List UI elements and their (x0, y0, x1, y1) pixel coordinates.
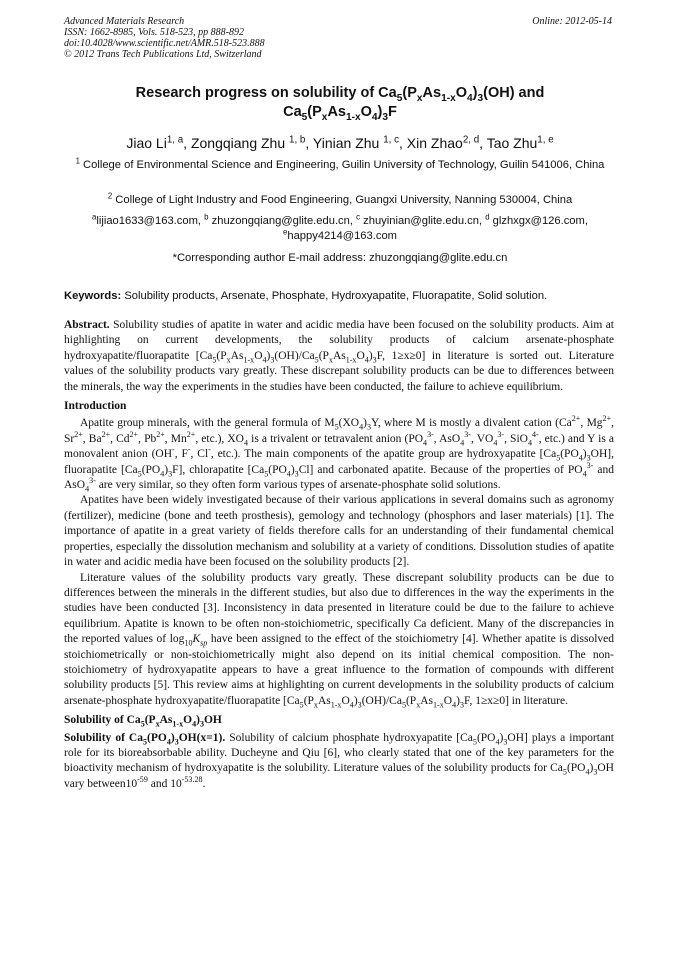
copyright-line: © 2012 Trans Tech Publications Ltd, Switzerland (64, 49, 262, 60)
keywords-text: Solubility products, Arsenate, Phosphate, Hydroxyapatite, Fluorapatite, Solid solution. (124, 290, 548, 302)
corresponding-author: *Corresponding author E-mail address: zhuzongqiang@glite.edu.cn (172, 252, 508, 264)
intro-paragraph-1: Apatite group minerals, with the general formula of $M_5(XO_4)_3Y$, where M is mostly a divalent cation ($Ca^{2+}$, $Mg^{2+}$, $Sr^{2+}$, $Ba^{2+}$, $Cd^{2+}$, $Pb^{2+}$, $Mn^{2+}$, etc.), $XO_4$ is a trivalent or tetravalent anion ($PO_4^{3-}$, AsO$_4^{3-}$, $VO_4^{3-}$, SiO$_4^{4-}$, etc.) and Y is a monovalent anion (OH-, F-, Cl-, etc.). The main components of the apatite group are hydroxyapatite $[Ca_5(PO_4)_3OH]$, fluorapatite $[Ca_5(PO_4)_3F]$, chlorapatite $[Ca_5(PO_4)_3Cl]$ and carbonated apatite. Because of the properties of $PO_4^{3-}$ and AsO$_4^{3-}$ are very similar, so they often form various types of arsenate-phosphate solid solutions. (64, 414, 615, 494)
affiliation-2: $^2$ College of Light Industry and Food Engineering, Guangxi University, Nanning 530004, China (107, 191, 573, 206)
subsection-label: Solubility of $Ca_5(PO_4)_3OH(x=1)$. (64, 731, 226, 746)
online-date: Online: 2012-05-14 (532, 16, 612, 27)
author-list: Jiao Li$^{1, a}$, Zongqiang Zhu $^{1, b}$, Yinian Zhu $^{1, c}$, Xin Zhao$^{2, d}$, Tao Zhu$^{1, e}$ (126, 134, 554, 151)
keywords-label: Keywords: (64, 290, 122, 302)
intro-paragraph-2: Apatites have been widely investigated because of their various applications in several domains such as agronomy (fertilizer), medicine (bone and teeth prosthesis), gemology and technology (phosphors and laser materials) [1]. The importance of apatite in a great variety of fields therefore calls for an understanding of their fundamental chemical properties, especially the dissolution mechanism and solubility at a variety of conditions. Dissolution studies of apatite in water and acidic media have been focused on the solubility products [2]. (64, 494, 614, 569)
section-heading-solubility: Solubility of $Ca_5(P_xAs_{1-x}O_4)_3OH$ (64, 714, 222, 729)
title-line-2: $Ca_5(P_xAs_{1-x}O_4)_3F$ (283, 104, 397, 123)
issn-line: ISSN: 1662-8985, Vols. 518-523, pp 888-892 (64, 27, 244, 38)
paper-body (64, 318, 614, 792)
section-heading-introduction: Introduction (64, 400, 127, 413)
journal-header (64, 16, 265, 60)
intro-paragraph-3: Literature values of the solubility products vary greatly. These discrepant solubility products can be due to differences between the minerals in the different studies, but also due to differences in the way the experiments in the studies have been conducted [3]. Inconsistency in data presented in literature could be due to the failure to achieve equilibrium. Apatite is known to be often non-stoichiometric, specifically Ca deficient. Many of the discrepancies in the reported values of $\log_{10}K_{sp}$ have been assigned to the effect of the stoichiometry [4]. Whether apatite is dissolved stoichiometrically or non-stoichiometrically might also depend on its initial chemical composition. The non-stoichiometry of hydroxyapatite appears to have a great influence to the formation of compounds with different solubility products [5]. This review aims at highlighting on current developments in the solubility products of calcium arsenate-phosphate hydroxyapatite/fluorapatite [$Ca_5(P_xAs_{1-x}O_4)_3(OH)/Ca_5(P_xAs_{1-x}O_4)_3F$, 1≥x≥0] in literature. (64, 571, 614, 710)
title-line-1: Research progress on solubility of $Ca_5(P_xAs_{1-x}O_4)_3(OH)$ and (135, 85, 545, 104)
journal-name: Advanced Materials Research (64, 16, 185, 27)
affiliation-1: $^1$ College of Environmental Science and Engineering, Guilin University of Technology, Guilin 541006, China (75, 156, 605, 171)
solubility-paragraph: Solubility of $Ca_5(PO_4)_3OH(x=1)$. Solubility of calcium phosphate hydroxyapatite $[Ca_5(PO_4)_3OH]$ plays a important role for its bioreabsorbable ability. Ducheyne and Qiu [6], who clearly stated that one of the key parameters for the bioactivity mechanism of hydroxyapatite is the solubility. Literature values of the solubility products for $Ca_5(PO_4)_3OH$ vary $between10^{-59}$ and $10^{-53.28}$. (64, 731, 614, 790)
abstract-label: Abstract. (64, 319, 110, 331)
paper-title (60, 84, 620, 122)
abstract: Abstract. Solubility studies of apatite in water and acidic media have been focused on the solubility products. Aim at highlighting on current developments, the solubility products of calcium arsenate-phosphate hydroxyapatite/fluorapatite [$Ca_5(P_xAs_{1-x}O_4)_3(OH)/Ca_5(P_xAs_{1-x}O_4)_3F$, 1≥x≥0] in literature is sorted out. Literature values of the solubility products vary greatly. These discrepant solubility products can be due to differences between the minerals, the way the experiments in the studies have been conducted, the failure to achieve equilibrium. (64, 319, 614, 393)
author-emails: $^a$lijiao1633@163.com, $^b$ zhuzongqiang@glite.edu.cn, $^c$ zhuyinian@glite.edu.cn, $^d$ glzhxgx@126.com, $^e$happy4214@163.com (92, 212, 588, 242)
doi-line: doi:10.4028/www.scientific.net/AMR.518-523.888 (64, 38, 265, 49)
keywords (64, 289, 616, 304)
